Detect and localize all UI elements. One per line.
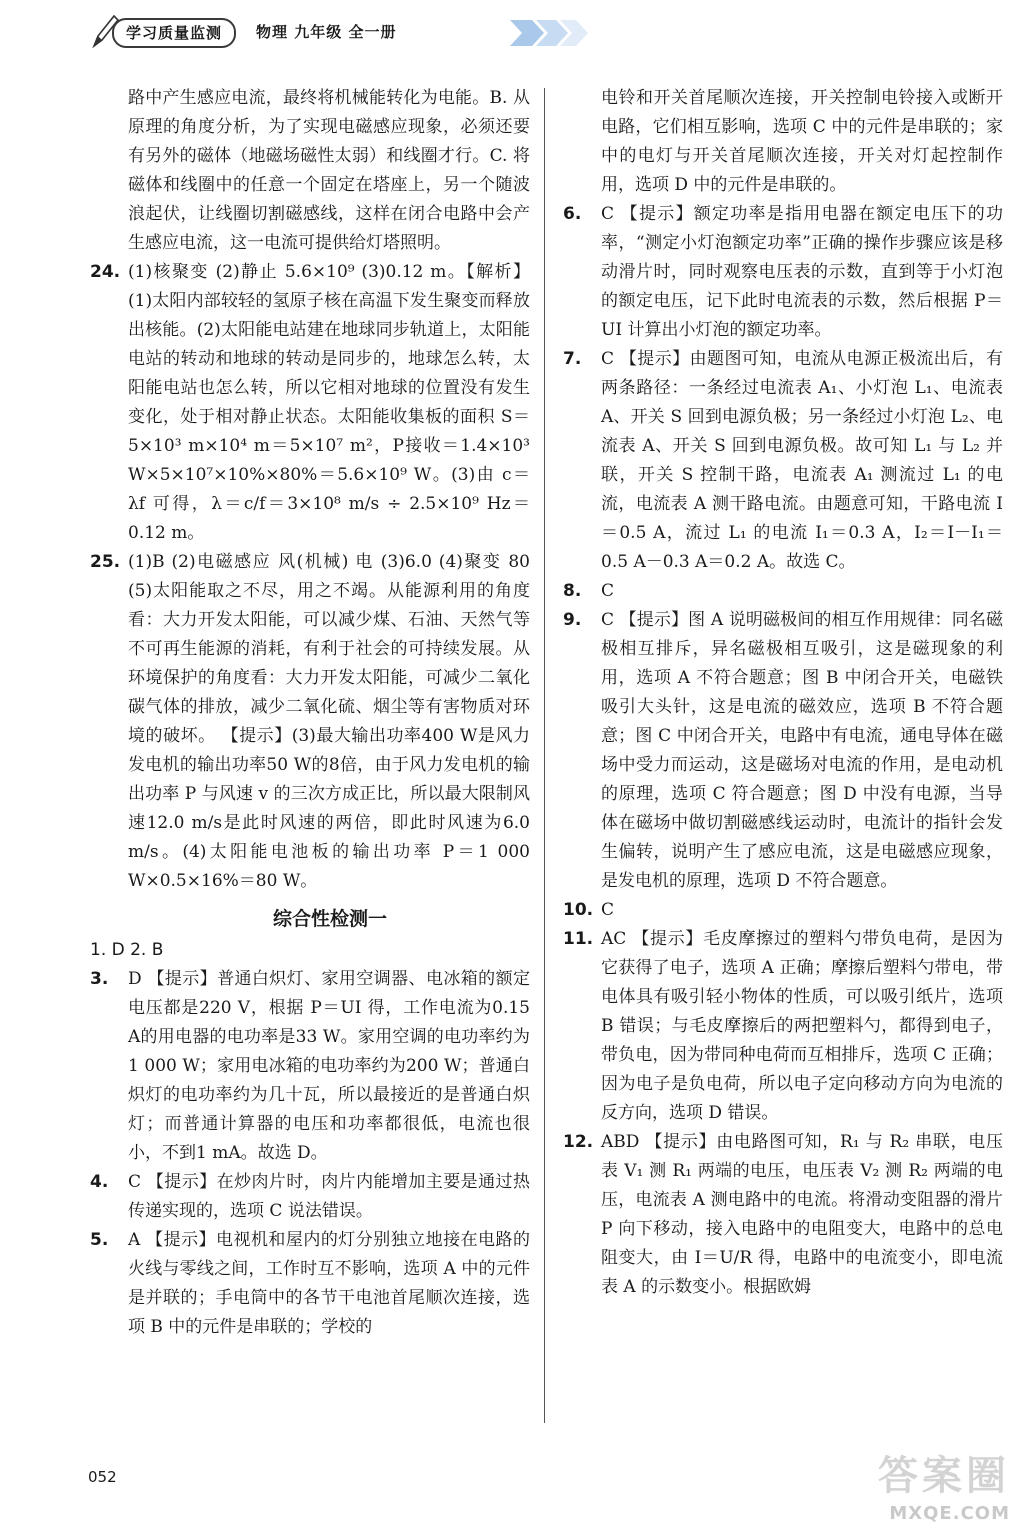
answer-1-2	[90, 936, 530, 965]
answer-text: (1)核聚变 (2)静止 5.6×10⁹ (3)0.12 m。【解析】(1)太阳内部较轻的氢原子核在高温下发生聚变而释放出核能。(2)太阳能电站建在地球同步轨道上，太阳能电站的转动和地球的转动是同步的，地球怎么转，太阳能电站也怎么转，所以它相对地球的位置没有发生变化，处于相对静止状态。太阳能收集板的面积 S＝5×10³ m×10⁴ m＝5×10⁷ m²，P接收＝1.4×10³ W×5×10⁷×10%×80%＝5.6×10⁹ W。(3)由 c＝λf 可得，λ＝c/f＝3×10⁸ m/s ÷ 2.5×10⁹ Hz＝0.12 m。	[128, 262, 530, 543]
answer-text: 1. D 2. B	[90, 940, 164, 960]
answer-text: C 【提示】图 A 说明磁极间的相互作用规律：同名磁极相互排斥，异名磁极相互吸引，这是磁现象的利用，选项 A 不符合题意；图 B 中闭合开关，电磁铁吸引大头针，这是电流的磁效应，选项 B 不符合题意；图 C 中闭合开关，电路中有电流，通电导体在磁场中受力而运动，这是磁场对电流的作用，是电动机的原理，选项 C 符合题意；图 D 中没有电源，当导体在磁场中做切割磁感线运动时，电流计的指针会发生偏转，说明产生了感应电流，这是电磁感应现象，是发电机的原理，选项 D 不符合题意。	[601, 610, 1003, 891]
watermark	[820, 1440, 1020, 1530]
answer-text: C 【提示】额定功率是指用电器在额定电压下的功率，“测定小灯泡额定功率”正确的操作步骤应该是移动滑片时，同时观察电压表的示数，直到等于小灯泡的额定电压，记下此时电流表的示数，然后根据 P＝UI 计算出小灯泡的额定功率。	[601, 204, 1003, 340]
answer-23-continued: 路中产生感应电流，最终将机械能转化为电能。B. 从原理的角度分析，为了实现电磁感应现象，必须还要有另外的磁体（地磁场磁性太弱）和线圈才行。C. 将磁体和线圈中的任意一个固定在塔座上，另一个随波浪起伏，让线圈切割磁感线，这样在闭合电路中会产生感应电流，这一电流可提供给灯塔照明。	[128, 88, 530, 253]
series-badge: 学习质量监测	[112, 18, 236, 48]
question-number: 8.	[563, 581, 582, 601]
question-number: 24.	[90, 262, 121, 282]
question-number: 5.	[90, 1230, 109, 1250]
subject-label: 物理 九年级 全一册	[256, 23, 397, 41]
answer-text: C	[601, 581, 615, 601]
watermark-logo: 答案圈	[878, 1453, 1010, 1499]
question-number: 9.	[563, 610, 582, 630]
answer-24	[90, 258, 530, 548]
question-number: 25.	[90, 552, 121, 572]
right-column	[563, 84, 1003, 1302]
answer-text: C	[601, 900, 615, 920]
question-number: 7.	[563, 349, 582, 369]
left-column	[90, 84, 530, 1342]
answer-10	[563, 896, 1003, 925]
answer-text: C 【提示】由题图可知，电流从电源正极流出后，有两条路径：一条经过电流表 A₁、小灯泡 L₁、电流表 A、开关 S 回到电源负极；另一条经过小灯泡 L₂、电流表 A、开关 S 回到电源负极。故可知 L₁ 与 L₂ 并联，开关 S 控制干路，电流表 A₁ 测流过 L₁ 的电流，电流表 A 测干路电流。由题意可知，干路电流 I＝0.5 A，流过 L₁ 的电流 I₁＝0.3 A，I₂＝I－I₁＝0.5 A－0.3 A＝0.2 A。故选 C。	[601, 349, 1003, 572]
answer-3	[90, 965, 530, 1168]
question-number: 4.	[90, 1172, 109, 1192]
chevron-decoration-icon	[510, 20, 590, 46]
answer-12	[563, 1128, 1003, 1302]
answer-text: A 【提示】电视机和屋内的灯分别独立地接在电路的火线与零线之间，工作时互不影响，选项 A 中的元件是并联的；手电筒中的各节干电池首尾顺次连接，选项 B 中的元件是串联的；学校的	[128, 1230, 530, 1337]
question-number: 6.	[563, 204, 582, 224]
answer-5	[90, 1226, 530, 1342]
answer-text: AC 【提示】毛皮摩擦过的塑料勺带负电荷，是因为它获得了电子，选项 A 正确；摩擦后塑料勺带电，带电体具有吸引轻小物体的性质，可以吸引纸片，选项 B 错误；与毛皮摩擦后的两把塑料勺，都得到电子，带负电，因为带同种电荷而互相排斥，选项 C 正确；因为电子是负电荷，所以电子定向移动方向为电流的反方向，选项 D 错误。	[601, 929, 1003, 1123]
answer-6	[563, 200, 1003, 345]
answer-9	[563, 606, 1003, 896]
watermark-url: MXQE.COM	[889, 1503, 1010, 1524]
section-title: 综合性检测一	[272, 908, 387, 930]
question-number: 11.	[563, 929, 594, 949]
answer-11	[563, 925, 1003, 1128]
question-number: 10.	[563, 900, 594, 920]
question-number: 12.	[563, 1132, 594, 1152]
answer-text: D 【提示】普通白炽灯、家用空调器、电冰箱的额定电压都是220 V，根据 P＝UI 得，工作电流为0.15 A的用电器的电功率是33 W。家用空调的电功率约为1 000 W；家用电冰箱的电功率约为200 W；普通白炽灯的电功率约为几十瓦，所以最接近的是普通白炽灯；而普通计算器的电压和功率都很低，电流也很小，不到1 mA。故选 D。	[128, 969, 530, 1163]
page-number: 052	[88, 1468, 117, 1486]
answer-text: ABD 【提示】由电路图可知，R₁ 与 R₂ 串联，电压表 V₁ 测 R₁ 两端的电压，电压表 V₂ 测 R₂ 两端的电压，电流表 A 测电路中的电流。将滑动变阻器的滑片 P 向下移动，接入电路中的电阻变大，电路中的总电阻变大，由 I＝U/R 得，电路中的电流变小，即电流表 A 的示数变小。根据欧姆	[601, 1132, 1003, 1297]
answer-text: (1)B (2)电磁感应 风(机械) 电 (3)6.0 (4)聚变 80 (5)太阳能取之不尽，用之不竭。从能源利用的角度看：大力开发太阳能，可以减少煤、石油、天然气等不可再生能源的消耗，有利于社会的可持续发展。从环境保护的角度看：大力开发太阳能，可减少二氧化碳气体的排放，减少二氧化硫、烟尘等有害物质对环境的破坏。 【提示】(3)最大输出功率400 W是风力发电机的输出功率50 W的8倍，由于风力发电机的输出功率 P 与风速 v 的三次方成正比，所以最大限制风速12.0 m/s是此时风速的两倍，即此时风速为6.0 m/s。(4)太阳能电池板的输出功率 P＝1 000 W×0.5×16%＝80 W。	[128, 552, 530, 891]
page-header	[90, 12, 510, 48]
answer-4	[90, 1168, 530, 1226]
answer-5-continued: 电铃和开关首尾顺次连接，开关控制电铃接入或断开电路，它们相互影响，选项 C 中的元件是串联的；家中的电灯与开关首尾顺次连接，开关对灯起控制作用，选项 D 中的元件是串联的。	[601, 88, 1003, 195]
question-number: 3.	[90, 969, 109, 989]
answer-25	[90, 548, 530, 896]
answer-8	[563, 577, 1003, 606]
answer-7	[563, 345, 1003, 577]
column-divider	[544, 88, 545, 1423]
answer-text: C 【提示】在炒肉片时，肉片内能增加主要是通过热传递实现的，选项 C 说法错误。	[128, 1172, 530, 1221]
